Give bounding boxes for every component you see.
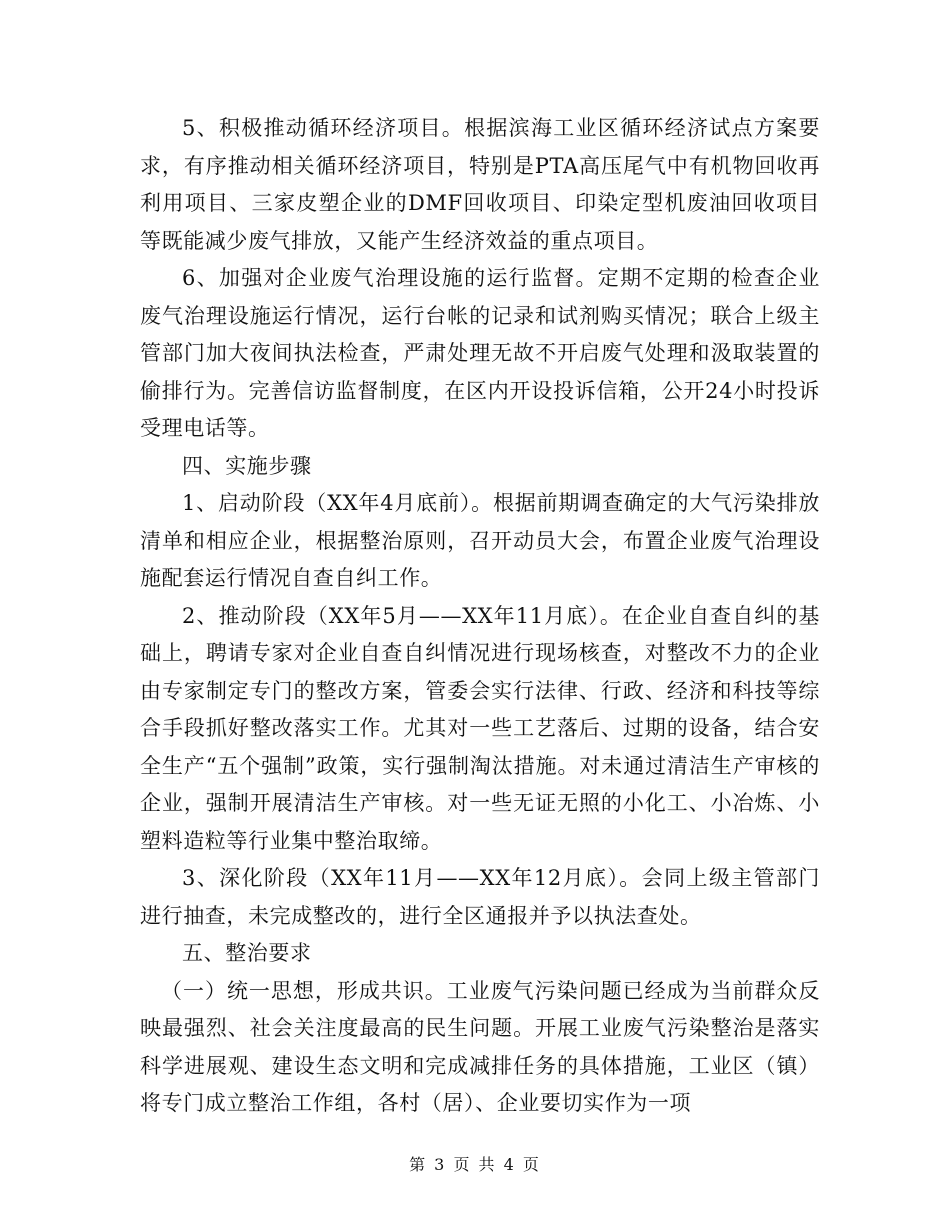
paragraph-unify-thinking: （一）统一思想，形成共识。工业废气污染问题已经成为当前群众反映最强烈、社会关注度最高的民生问题。开展工业废气污染整治是落实科学进展观、建设生态文明和完成减排任务的具体措施，工业区（镇）将专门成立整治工作组，各村（居）、企业要切实作为一项 — [140, 978, 820, 1115]
paragraph-deepening-phase: 3、深化阶段（XX年11月——XX年12月底）。会同上级主管部门进行抽查，未完成整改的，进行全区通报并予以执法查处。 — [140, 866, 820, 928]
page-number-footer: 第 3 页 共 4 页 — [409, 1155, 541, 1174]
paragraph-promotion-phase: 2、推动阶段（XX年5月——XX年11月底）。在企业自查自纠的基础上，聘请专家对企业自查自纠情况进行现场核查，对整改不力的企业由专家制定专门的整改方案，管委会实行法律、行政、经济和科技等综合手段抓好整改落实工作。尤其对一些工艺落后、过期的设备，结合安全生产“五个强制”政策，实行强制淘汰措施。对未通过清洁生产审核的企业，强制开展清洁生产审核。对一些无证无照的小化工、小冶炼、小塑料造粒等行业集中整治取缔。 — [140, 603, 820, 853]
document-body — [140, 110, 820, 1123]
section-heading-requirements: 五、整治要求 — [182, 941, 312, 965]
paragraph-supervision: 6、加强对企业废气治理设施的运行监督。定期不定期的检查企业废气治理设施运行情况，运行台帐的记录和试剂购买情况；联合上级主管部门加大夜间执法检查，严肃处理无故不开启废气处理和汲取装置的偷排行为。完善信访监督制度，在区内开设投诉信箱，公开24小时投诉受理电话等。 — [140, 266, 820, 440]
section-heading-implementation-steps: 四、实施步骤 — [182, 453, 312, 478]
paragraph-circular-economy: 5、积极推动循环经济项目。根据滨海工业区循环经济试点方案要求，有序推动相关循环经济项目，特别是PTA高压尾气中有机物回收再利用项目、三家皮塑企业的DMF回收项目、印染定型机废油回收项目等既能减少废气排放，又能产生经济效益的重点项目。 — [140, 116, 820, 253]
paragraph-startup-phase: 1、启动阶段（XX年4月底前）。根据前期调查确定的大气污染排放清单和相应企业，根据整治原则，召开动员大会，布置企业废气治理设施配套运行情况自查自纠工作。 — [140, 491, 820, 590]
